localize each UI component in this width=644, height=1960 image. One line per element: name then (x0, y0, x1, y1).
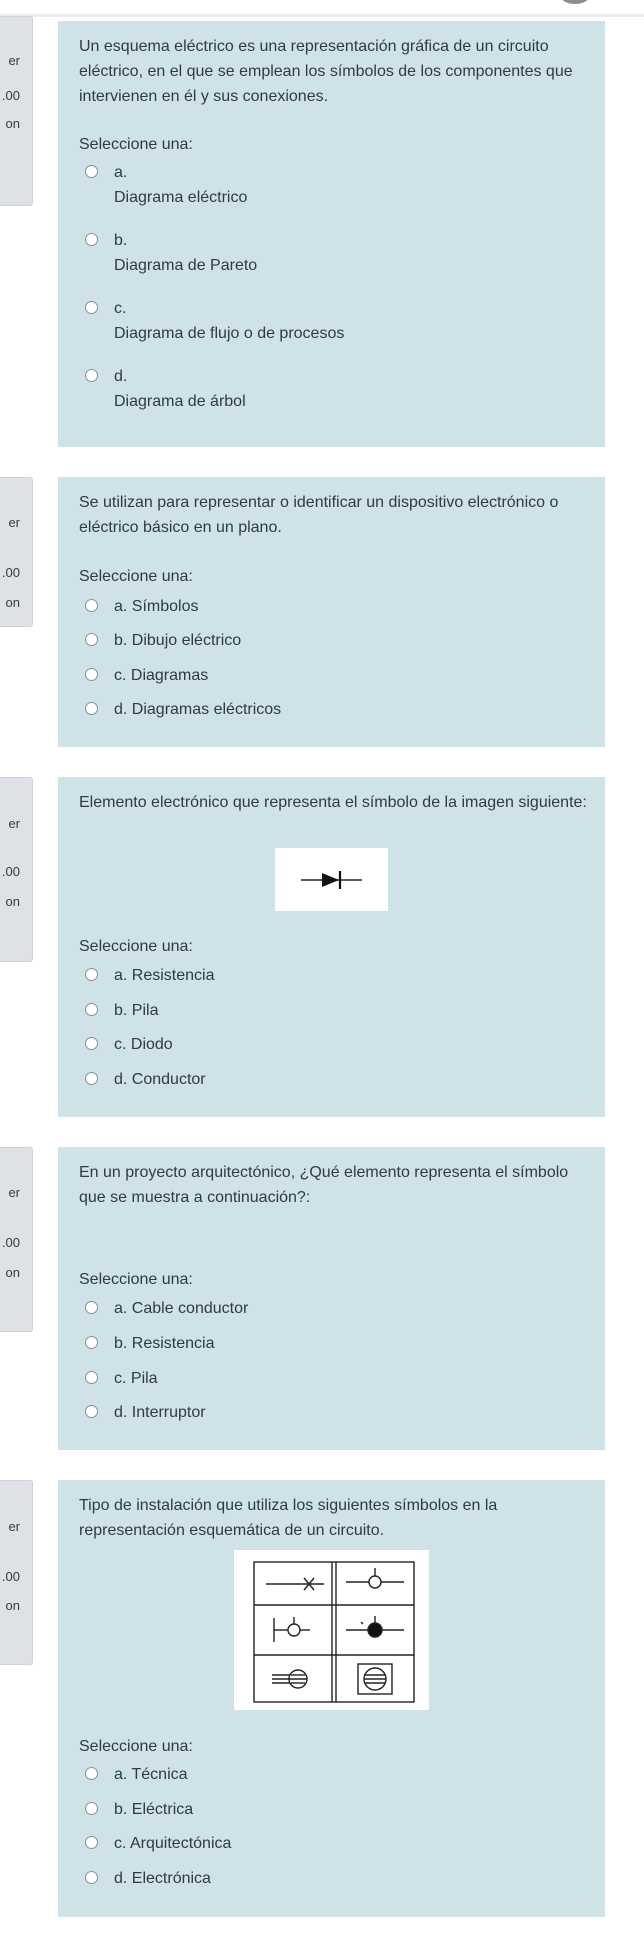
question-card (58, 1480, 605, 1917)
answer-option-d[interactable] (85, 1870, 565, 1888)
answer-prompt: Seleccione una: (79, 1738, 193, 1755)
info-mark-text: .00 (1, 864, 20, 879)
answer-prompt: Seleccione una: (79, 938, 193, 955)
question-card (58, 477, 605, 747)
option-label: d. Diagramas eléctricos (114, 701, 282, 718)
info-flag-text[interactable]: on (5, 1265, 20, 1280)
answer-option-a[interactable] (85, 1300, 565, 1318)
option-label: b. Dibujo eléctrico (114, 632, 242, 649)
info-status-text: er (8, 515, 20, 530)
answer-option-b[interactable] (85, 1335, 565, 1353)
radio-button[interactable] (85, 369, 98, 382)
radio-button[interactable] (85, 1003, 98, 1016)
question-text: Un esquema eléctrico es una representación gráfica de un circuito eléctrico, en el que se emplean los símbolos de los componentes que intervienen en él y sus conexiones. (79, 38, 573, 105)
radio-button[interactable] (85, 599, 98, 612)
answer-option-d[interactable] (85, 1071, 565, 1089)
question-info-panel (0, 16, 33, 206)
radio-button[interactable] (85, 1802, 98, 1815)
option-label: b. Resistencia (114, 1335, 215, 1352)
option-text: Diagrama de flujo o de procesos (114, 325, 345, 342)
radio-button[interactable] (85, 702, 98, 715)
info-flag-text[interactable]: on (5, 894, 20, 909)
answer-option-c[interactable] (85, 1370, 565, 1388)
option-label: b. Pila (114, 1002, 159, 1019)
radio-button[interactable] (85, 1336, 98, 1349)
option-text: Diagrama de árbol (114, 393, 246, 410)
info-status-text: er (8, 1185, 20, 1200)
answer-option-b[interactable] (85, 1801, 565, 1819)
option-label: b. Eléctrica (114, 1801, 194, 1818)
symbols-table-image (234, 1550, 429, 1710)
radio-button[interactable] (85, 1405, 98, 1418)
info-status-text: er (8, 816, 20, 831)
option-label: a. Resistencia (114, 967, 215, 984)
radio-button[interactable] (85, 1072, 98, 1085)
option-label: d. Electrónica (114, 1870, 211, 1887)
question-info-panel (0, 777, 33, 962)
radio-button[interactable] (85, 165, 98, 178)
option-label: a. Símbolos (114, 598, 199, 615)
radio-button[interactable] (85, 633, 98, 646)
option-text: Diagrama de Pareto (114, 257, 258, 274)
option-label: a. Técnica (114, 1766, 188, 1783)
radio-button[interactable] (85, 1836, 98, 1849)
answer-prompt: Seleccione una: (79, 568, 193, 585)
answer-option-d[interactable] (85, 1404, 565, 1422)
option-label: c. Diagramas (114, 667, 209, 684)
diode-symbol-image (275, 848, 388, 911)
diode-symbol-icon (275, 848, 388, 911)
option-label: c. Pila (114, 1370, 158, 1387)
answer-option-a[interactable] (85, 598, 565, 616)
radio-button[interactable] (85, 301, 98, 314)
option-label: c. Diodo (114, 1036, 173, 1053)
info-mark-text: .00 (1, 1569, 20, 1584)
answer-option-c[interactable] (85, 300, 565, 340)
radio-button[interactable] (85, 968, 98, 981)
answer-option-b[interactable] (85, 232, 565, 272)
info-mark-text: .00 (1, 1235, 20, 1250)
info-status-text: er (8, 53, 20, 68)
question-info-panel (0, 1480, 33, 1665)
info-flag-text[interactable]: on (5, 1598, 20, 1613)
question-text: Tipo de instalación que utiliza los siguientes símbolos en la representación esquemática de un circuito. (79, 1497, 498, 1539)
option-letter: c. (114, 300, 127, 317)
option-label: a. Cable conductor (114, 1300, 249, 1317)
option-letter: a. (114, 164, 128, 181)
radio-button[interactable] (85, 1037, 98, 1050)
radio-button[interactable] (85, 1871, 98, 1884)
info-flag-text[interactable]: on (5, 595, 20, 610)
radio-button[interactable] (85, 1767, 98, 1780)
answer-option-a[interactable] (85, 164, 565, 204)
question-info-panel (0, 477, 33, 627)
answer-option-d[interactable] (85, 368, 565, 408)
answer-option-a[interactable] (85, 1766, 565, 1784)
answer-option-c[interactable] (85, 1835, 565, 1853)
answer-option-a[interactable] (85, 967, 565, 985)
option-label: d. Conductor (114, 1071, 206, 1088)
question-info-panel (0, 1147, 33, 1332)
radio-button[interactable] (85, 1301, 98, 1314)
answer-prompt: Seleccione una: (79, 136, 193, 153)
radio-button[interactable] (85, 668, 98, 681)
question-text: Elemento electrónico que representa el símbolo de la imagen siguiente: (79, 794, 587, 811)
option-text: Diagrama eléctrico (114, 189, 248, 206)
option-letter: d. (114, 368, 128, 385)
radio-button[interactable] (85, 233, 98, 246)
question-card (58, 1147, 605, 1450)
top-bar (0, 0, 644, 17)
radio-button[interactable] (85, 1371, 98, 1384)
question-text: Se utilizan para representar o identificar un dispositivo electrónico o eléctrico básico en un plano. (79, 494, 559, 536)
info-status-text: er (8, 1519, 20, 1534)
answer-option-b[interactable] (85, 632, 565, 650)
info-mark-text: .00 (1, 565, 20, 580)
electrical-symbols-icon (234, 1550, 429, 1710)
question-card (58, 777, 605, 1117)
question-text: En un proyecto arquitectónico, ¿Qué elemento representa el símbolo que se muestra a continuación?: (79, 1164, 569, 1206)
answer-option-b[interactable] (85, 1002, 565, 1020)
option-label: c. Arquitectónica (114, 1835, 232, 1852)
answer-option-c[interactable] (85, 1036, 565, 1054)
answer-option-d[interactable] (85, 701, 565, 719)
option-letter: b. (114, 232, 128, 249)
answer-option-c[interactable] (85, 667, 565, 685)
info-mark-text: .00 (1, 88, 20, 103)
info-flag-text[interactable]: on (5, 116, 20, 131)
question-card (58, 21, 605, 447)
option-label: d. Interruptor (114, 1404, 206, 1421)
answer-prompt: Seleccione una: (79, 1271, 193, 1288)
